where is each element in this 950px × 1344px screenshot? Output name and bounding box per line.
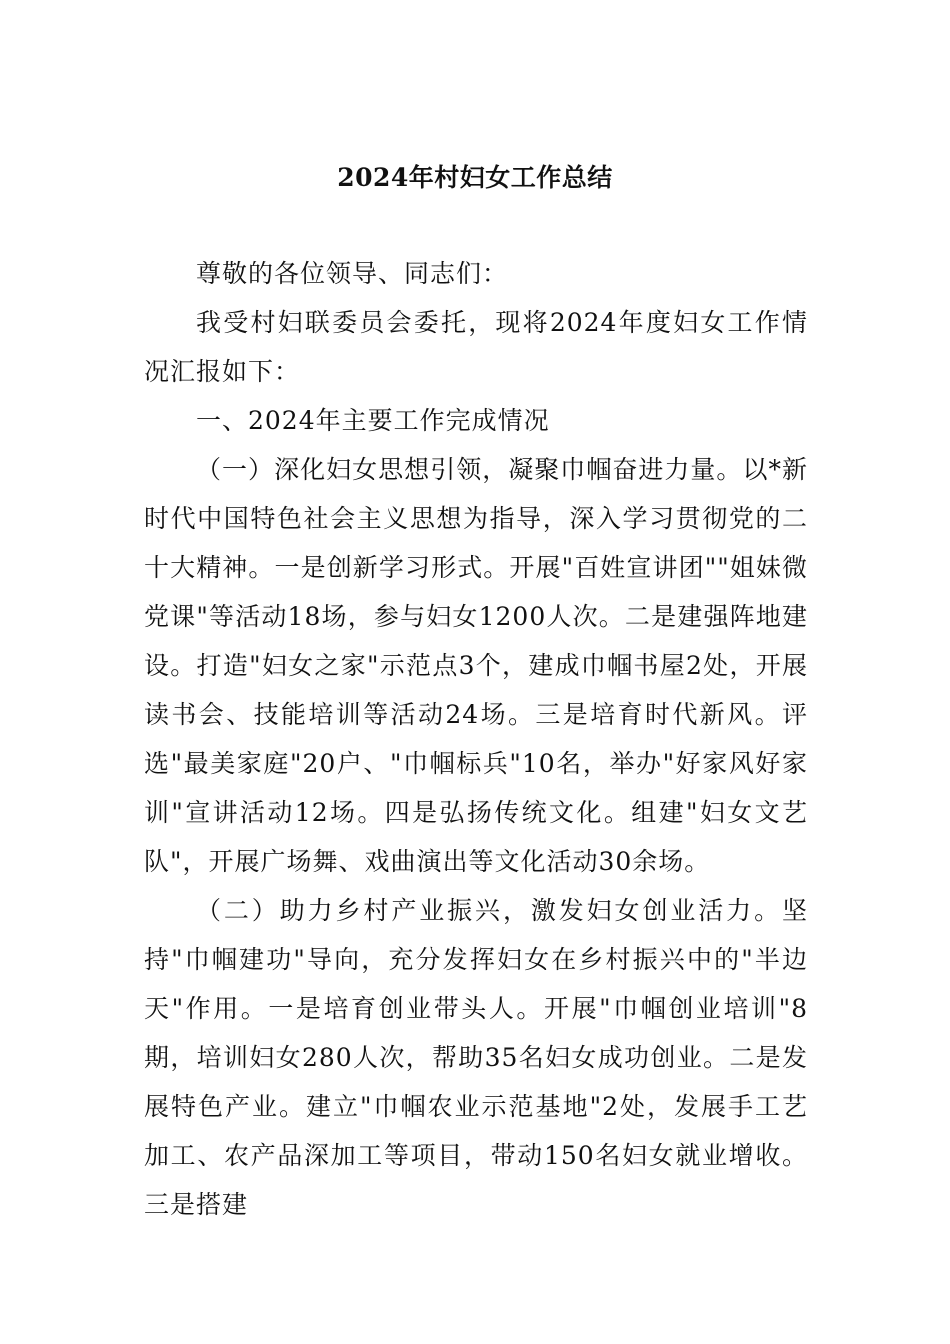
document-title: 2024年村妇女工作总结: [337, 163, 613, 192]
section-heading: 一、2024年主要工作完成情况: [196, 406, 550, 435]
document-body: [144, 249, 808, 1229]
salutation: 尊敬的各位领导、同志们：: [196, 259, 509, 288]
subsection-paragraph-1: （一）深化妇女思想引领，凝聚巾帼奋进力量。以*新时代中国特色社会主义思想为指导，深入学习贯彻党的二十大精神。一是创新学习形式。开展"百姓宣讲团""姐妹微党课"等活动18场，参与妇女1200人次。二是建强阵地建设。打造"妇女之家"示范点3个，建成巾帼书屋2处，开展读书会、技能培训等活动24场。三是培育时代新风。评选"最美家庭"20户、"巾帼标兵"10名，举办"好家风好家训"宣讲活动12场。四是弘扬传统文化。组建"妇女文艺队"，开展广场舞、戏曲演出等文化活动30余场。: [144, 455, 808, 876]
subsection-paragraph-2: （二）助力乡村产业振兴，激发妇女创业活力。坚持"巾帼建功"导向，充分发挥妇女在乡村振兴中的"半边天"作用。一是培育创业带头人。开展"巾帼创业培训"8期，培训妇女280人次，帮助35名妇女成功创业。二是发展特色产业。建立"巾帼农业示范基地"2处，发展手工艺加工、农产品深加工等项目，带动150名妇女就业增收。三是搭建: [144, 896, 808, 1219]
intro-paragraph: 我受村妇联委员会委托，现将2024年度妇女工作情况汇报如下：: [144, 308, 808, 386]
